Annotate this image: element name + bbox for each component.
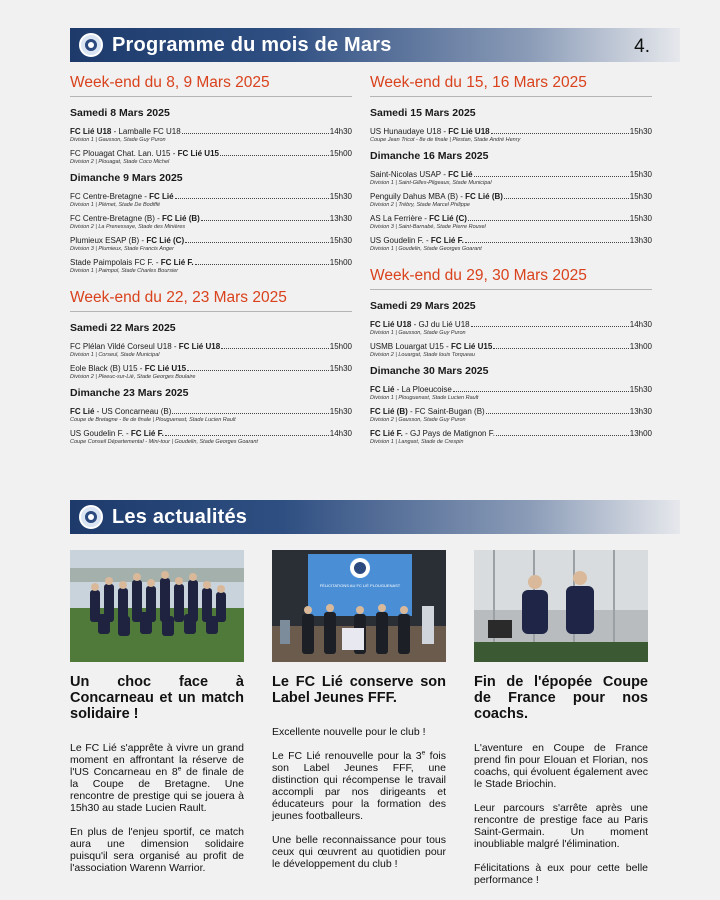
match-teams — [70, 364, 186, 374]
match-teams — [70, 407, 171, 417]
match-entry — [70, 127, 352, 144]
match-teams — [370, 342, 492, 352]
club-team: FC Lié — [448, 170, 473, 179]
opponent-text: - US Concarneau (B) — [94, 407, 172, 416]
club-team: FC Lié (B) — [162, 214, 200, 223]
match-info: Division 1 | Saint-Gilles-Pligeaux, Stade Municipal — [370, 180, 492, 186]
match-entry — [70, 342, 352, 359]
leader-dots — [185, 236, 329, 243]
match-entry — [370, 385, 652, 402]
match-line — [70, 429, 352, 439]
match-line — [370, 236, 652, 246]
kickoff-time: 15h30 — [329, 192, 352, 201]
match-teams — [370, 214, 467, 224]
match-line — [70, 364, 352, 374]
kickoff-time: 15h30 — [329, 407, 352, 416]
news-banner — [70, 500, 680, 534]
match-entry — [370, 127, 652, 144]
match-entry — [370, 214, 652, 231]
coaches-bench-photo — [474, 550, 648, 662]
club-team: FC Lié — [370, 385, 395, 394]
opponent-text: - FC Saint-Bugan (B) — [407, 407, 485, 416]
kickoff-time: 13h00 — [629, 429, 652, 438]
match-info: Division 2 | Pleeuc-sur-Lié, Stade Georges Boulaire — [70, 374, 196, 380]
kickoff-time: 15h30 — [629, 170, 652, 179]
club-team: FC Lié U18 — [448, 127, 490, 136]
match-line — [70, 127, 352, 137]
opponent-text: US Goudelin F. - — [70, 429, 131, 438]
leader-dots — [220, 149, 329, 156]
club-team: FC Lié — [149, 192, 174, 201]
match-line — [70, 149, 352, 159]
club-team: FC Lié U18 — [70, 127, 112, 136]
news-body — [474, 742, 648, 886]
opponent-text: Saint-Nicolas USAP - — [370, 170, 449, 179]
news-paragraph: L'aventure en Coupe de France prend fin pour Elouan et Florian, nos coachs, qui évoluent également avec le Stade Briochin. — [474, 742, 648, 790]
match-teams — [370, 127, 490, 137]
match-teams — [70, 236, 184, 246]
opponent-text: US Hunaudaye U18 - — [370, 127, 449, 136]
leader-dots — [468, 214, 629, 221]
screen-caption: FÉLICITATIONS AU FC LIÉ PLOUGUENAST — [319, 583, 401, 588]
match-entry — [370, 236, 652, 253]
news-paragraph: Le FC Lié renouvelle pour la 3e fois son Label Jeunes FFF, une distinction qui récompense le travail accompli par nos dirigeants et éducateurs pour la formation des jeunes footballeurs. — [272, 749, 446, 822]
weekend-title: Week-end du 29, 30 Mars 2025 — [370, 267, 652, 290]
club-team: FC Lié U15 — [450, 342, 493, 351]
club-team: FC Lié (B) — [370, 407, 408, 416]
club-team: FC Lié (B) — [465, 192, 503, 201]
leader-dots — [465, 236, 629, 243]
match-entry — [370, 192, 652, 209]
opponent-text: - La Ploeucoise — [394, 385, 452, 394]
day-title: Samedi 22 Mars 2025 — [70, 322, 176, 334]
match-info: Division 3 | Plumieux, Stade Francis Anger — [70, 246, 174, 252]
match-teams — [370, 429, 495, 439]
kickoff-time: 13h30 — [629, 236, 652, 245]
news-paragraph: Félicitations à eux pour cette belle performance ! — [474, 862, 648, 886]
leader-dots — [201, 214, 329, 221]
news-title: Le FC Lié conserve son Label Jeunes FFF. — [272, 674, 446, 706]
weekend-title: Week-end du 8, 9 Mars 2025 — [70, 74, 352, 97]
kickoff-time: 15h30 — [329, 364, 352, 373]
match-info: Division 2 | Louargat, Stade louis Torqueau — [370, 352, 475, 358]
kickoff-time: 15h30 — [629, 192, 652, 201]
match-entry — [70, 364, 352, 381]
match-line — [370, 320, 652, 330]
weekend-block — [70, 74, 352, 275]
match-teams — [70, 149, 219, 159]
opponent-text: USMB Louargat U15 - — [370, 342, 451, 351]
match-line — [370, 407, 652, 417]
match-line — [370, 192, 652, 202]
day-title: Dimanche 30 Mars 2025 — [370, 365, 489, 377]
day-title: Dimanche 9 Mars 2025 — [70, 172, 183, 184]
leader-dots — [493, 342, 628, 349]
leader-dots — [221, 342, 329, 349]
club-team: FC Lié F. — [370, 429, 403, 438]
match-info: Division 1 | Plémet, Stade De Bodiffé — [70, 202, 161, 208]
club-team: FC Lié U18 — [370, 320, 412, 329]
match-teams — [70, 342, 220, 352]
programme-banner — [70, 28, 680, 62]
match-info: Division 2 | Trébry, Stade Marcel Philippe — [370, 202, 470, 208]
club-team: FC Lié F. — [430, 236, 464, 245]
leader-dots — [453, 385, 629, 392]
programme-left-column — [70, 74, 352, 460]
programme-right-column — [370, 74, 652, 460]
club-team: FC Lié F. — [160, 258, 194, 267]
kickoff-time: 15h30 — [629, 127, 652, 136]
match-entry — [70, 258, 352, 275]
match-info: Division 1 | Corseul, Stade Municipal — [70, 352, 160, 358]
news-paragraph: Leur parcours s'arrête après une rencontre de prestige face au Paris Saint-Germain. Un moment inoubliable malgré l'élimination. — [474, 802, 648, 850]
match-teams — [70, 258, 194, 268]
weekend-block — [370, 74, 652, 253]
match-line — [370, 385, 652, 395]
opponent-text: - GJ du Lié U18 — [411, 320, 470, 329]
match-entry — [70, 149, 352, 166]
match-line — [70, 214, 352, 224]
match-teams — [370, 192, 503, 202]
kickoff-time: 15h30 — [629, 214, 652, 223]
leader-dots — [486, 407, 629, 414]
match-info: Division 3 | Saint-Barnabé, Stade Pierre Rouxel — [370, 224, 486, 230]
kickoff-time: 15h00 — [329, 258, 352, 267]
opponent-text: Stade Paimpolais FC F. - — [70, 258, 161, 267]
match-info: Division 1 | Goudelin, Stade Georges Goarant — [370, 246, 482, 252]
kickoff-time: 14h30 — [329, 127, 352, 136]
leader-dots — [504, 192, 629, 199]
match-line — [70, 236, 352, 246]
match-info: Division 1 | Gausson, Stade Guy Puron — [70, 137, 166, 143]
match-info: Division 2 | Plouagat, Stade Coco Michel — [70, 159, 170, 165]
match-line — [70, 342, 352, 352]
match-line — [370, 214, 652, 224]
match-teams — [70, 192, 174, 202]
news-title: Fin de l'épopée Coupe de France pour nos coachs. — [474, 674, 648, 722]
day-title: Samedi 8 Mars 2025 — [70, 107, 170, 119]
opponent-text: Eole Black (B) U15 - — [70, 364, 145, 373]
programme-heading: Programme du mois de Mars — [112, 33, 392, 56]
opponent-text: FC Plouagat Chat. Lan. U15 - — [70, 149, 178, 158]
match-info: Division 1 | Paimpol, Stade Charles Boursier — [70, 268, 179, 274]
news-paragraph: Excellente nouvelle pour le club ! — [272, 726, 426, 738]
opponent-text: - GJ Pays de Matignon F. — [402, 429, 495, 438]
match-teams — [370, 385, 452, 395]
club-logo-icon — [79, 505, 103, 529]
page-number: 4. — [634, 36, 650, 57]
match-entry — [70, 214, 352, 231]
match-info: Division 2 | La Prenessaye, Stade des Minières — [70, 224, 186, 230]
kickoff-time: 15h00 — [329, 342, 352, 351]
match-teams — [70, 214, 200, 224]
leader-dots — [474, 170, 629, 177]
news-body — [70, 742, 244, 874]
leader-dots — [471, 320, 629, 327]
match-teams — [370, 170, 473, 180]
match-line — [370, 429, 652, 439]
match-entry — [70, 192, 352, 209]
match-teams — [70, 429, 164, 439]
club-team: FC Lié U15 — [177, 149, 219, 158]
match-entry — [70, 407, 352, 424]
club-team: FC Lié F. — [130, 429, 164, 438]
leader-dots — [496, 429, 629, 436]
club-team: FC Lié U15 — [144, 364, 187, 373]
weekend-block — [70, 289, 352, 446]
kickoff-time: 13h30 — [629, 407, 652, 416]
match-teams — [70, 127, 181, 137]
match-entry — [370, 170, 652, 187]
kickoff-time: 14h30 — [629, 320, 652, 329]
match-line — [70, 407, 352, 417]
news-article — [474, 550, 648, 898]
day-title: Dimanche 16 Mars 2025 — [370, 150, 489, 162]
news-body — [272, 726, 446, 870]
match-teams — [370, 407, 485, 417]
match-info: Division 1 | Langast, Stade de Crespin — [370, 439, 464, 445]
opponent-text: Plumieux ESAP (B) - — [70, 236, 147, 245]
match-line — [370, 170, 652, 180]
kickoff-time: 15h00 — [329, 149, 352, 158]
leader-dots — [491, 127, 629, 134]
news-title: Un choc face à Concarneau et un match solidaire ! — [70, 674, 244, 722]
match-entry — [370, 342, 652, 359]
leader-dots — [165, 429, 329, 436]
match-line — [70, 258, 352, 268]
match-entry — [70, 236, 352, 253]
match-entry — [370, 429, 652, 446]
news-paragraph: Une belle reconnaissance pour tous ceux qui œuvrent au quotidien pour le développement du club ! — [272, 834, 446, 870]
day-title: Dimanche 23 Mars 2025 — [70, 387, 189, 399]
leader-dots — [172, 407, 328, 414]
match-info: Division 2 | Gausson, Stade Guy Puron — [370, 417, 466, 423]
news-paragraph: Le FC Lié s'apprête à vivre un grand moment en affrontant la réserve de l'US Concarneau en 8e de finale de la Coupe de Bretagne. Une rencontre de prestige qui se jouera à 15h30 au stade Lucien Rault. — [70, 742, 244, 814]
news-heading: Les actualités — [112, 505, 248, 528]
match-info: Division 1 | Gausson, Stade Guy Puron — [370, 330, 466, 336]
weekend-block — [370, 267, 652, 446]
news-paragraph: En plus de l'enjeu sportif, ce match aura une dimension solidaire puisqu'il sera organisé au profit de l'association Warenn Warrior. — [70, 826, 244, 874]
kickoff-time: 13h30 — [329, 214, 352, 223]
leader-dots — [175, 192, 329, 199]
club-team: FC Lié (C) — [429, 214, 467, 223]
leader-dots — [195, 258, 329, 265]
day-title: Samedi 29 Mars 2025 — [370, 300, 476, 312]
label-ceremony-photo — [272, 550, 446, 662]
kickoff-time: 13h00 — [629, 342, 652, 351]
leader-dots — [182, 127, 329, 134]
news-article — [70, 550, 244, 886]
match-info: Coupe Conseil Départemental - Mini-tour | Goudelin, Stade Georges Goarant — [70, 439, 258, 445]
opponent-text: FC Centre-Bretagne (B) - — [70, 214, 163, 223]
weekend-title: Week-end du 22, 23 Mars 2025 — [70, 289, 352, 312]
team-celebration-photo — [70, 550, 244, 662]
match-info: Division 1 | Plouguenast, Stade Lucien Rault — [370, 395, 479, 401]
kickoff-time: 15h30 — [329, 236, 352, 245]
kickoff-time: 14h30 — [329, 429, 352, 438]
match-info: Coupe de Bretagne - 8e de finale | Plouguenast, Stade Lucien Rault — [70, 417, 236, 423]
weekend-title: Week-end du 15, 16 Mars 2025 — [370, 74, 652, 97]
day-title: Samedi 15 Mars 2025 — [370, 107, 476, 119]
match-line — [370, 342, 652, 352]
club-team: FC Lié U18 — [178, 342, 221, 351]
match-entry — [370, 407, 652, 424]
opponent-text: AS La Ferrière - — [370, 214, 430, 223]
match-line — [370, 127, 652, 137]
match-teams — [370, 320, 470, 330]
opponent-text: FC Plélan Vildé Corseul U18 - — [70, 342, 179, 351]
opponent-text: US Goudelin F. - — [370, 236, 431, 245]
match-info: Coupe Jean Tricot - 8e de finale | Plestan, Stade André Henry — [370, 137, 521, 143]
leader-dots — [187, 364, 329, 371]
match-line — [70, 192, 352, 202]
club-team: FC Lié (C) — [146, 236, 185, 245]
match-entry — [370, 320, 652, 337]
opponent-text: - Lamballe FC U18 — [111, 127, 181, 136]
match-teams — [370, 236, 464, 246]
opponent-text: FC Centre-Bretagne - — [70, 192, 150, 201]
match-entry — [70, 429, 352, 446]
club-team: FC Lié — [70, 407, 95, 416]
news-article — [272, 550, 446, 882]
kickoff-time: 15h30 — [629, 385, 652, 394]
club-logo-icon — [79, 33, 103, 57]
opponent-text: Penguily Dahus MBA (B) - — [370, 192, 466, 201]
